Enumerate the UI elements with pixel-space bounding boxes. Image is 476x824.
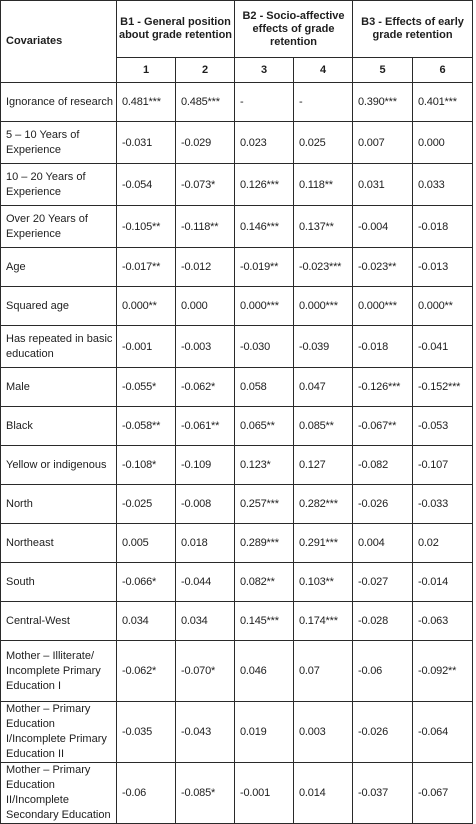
table-cell: 0.257*** [235, 485, 294, 524]
table-cell: 0.014 [294, 763, 353, 824]
row-label: Male [1, 368, 117, 407]
table-cell: 0.401*** [413, 83, 473, 122]
table-cell: -0.028 [353, 602, 413, 641]
row-label: Squared age [1, 287, 117, 326]
table-row [1, 248, 473, 287]
row-label: 5 – 10 Years of Experience [1, 122, 117, 164]
table-cell: -0.012 [176, 248, 235, 287]
table-cell: 0.000 [413, 122, 473, 164]
table-cell: -0.026 [353, 485, 413, 524]
table-cell: -0.027 [353, 563, 413, 602]
table-cell: 0.282*** [294, 485, 353, 524]
table-cell: 0.000** [117, 287, 176, 326]
table-cell: -0.06 [117, 763, 176, 824]
table-cell: -0.092** [413, 641, 473, 702]
row-label: Age [1, 248, 117, 287]
table-row [1, 368, 473, 407]
table-cell: -0.001 [117, 326, 176, 368]
table-cell: -0.053 [413, 407, 473, 446]
row-label: 10 – 20 Years of Experience [1, 164, 117, 206]
table-cell: -0.017** [117, 248, 176, 287]
table-cell: 0.103** [294, 563, 353, 602]
table-cell: 0.000** [413, 287, 473, 326]
table-cell: 0.146*** [235, 206, 294, 248]
column-header: 3 [235, 58, 294, 83]
table-cell: -0.030 [235, 326, 294, 368]
table-cell: 0.065** [235, 407, 294, 446]
table-cell: 0.291*** [294, 524, 353, 563]
table-cell: 0.018 [176, 524, 235, 563]
table-cell: 0.025 [294, 122, 353, 164]
table-cell: -0.054 [117, 164, 176, 206]
header-row-groups [1, 1, 473, 58]
table-cell: -0.107 [413, 446, 473, 485]
row-label: Ignorance of research [1, 83, 117, 122]
table-cell: -0.073* [176, 164, 235, 206]
table-row [1, 524, 473, 563]
row-label: Black [1, 407, 117, 446]
table-row [1, 326, 473, 368]
table-cell: 0.000*** [294, 287, 353, 326]
column-header: 2 [176, 58, 235, 83]
table-cell: 0.082** [235, 563, 294, 602]
table-cell: 0.034 [176, 602, 235, 641]
table-cell: -0.014 [413, 563, 473, 602]
table-cell: 0.047 [294, 368, 353, 407]
table-cell: 0.123* [235, 446, 294, 485]
table-row [1, 702, 473, 763]
group-header-b1: B1 - General position about grade retention [117, 1, 235, 58]
table-cell: -0.008 [176, 485, 235, 524]
table-cell: 0.145*** [235, 602, 294, 641]
table-cell: - [294, 83, 353, 122]
table-cell: -0.025 [117, 485, 176, 524]
table-cell: -0.029 [176, 122, 235, 164]
table-cell: -0.064 [413, 702, 473, 763]
table-row [1, 122, 473, 164]
table-cell: 0.005 [117, 524, 176, 563]
table-row [1, 485, 473, 524]
table-cell: -0.031 [117, 122, 176, 164]
table-cell: -0.062* [176, 368, 235, 407]
covariates-header: Covariates [1, 1, 117, 83]
table-cell: -0.062* [117, 641, 176, 702]
group-header-b3: B3 - Effects of early grade retention [353, 1, 473, 58]
row-label: Mother – Illiterate/ Incomplete Primary Education I [1, 641, 117, 702]
table-cell: 0.174*** [294, 602, 353, 641]
row-label: Has repeated in basic education [1, 326, 117, 368]
table-cell: -0.026 [353, 702, 413, 763]
table-row [1, 407, 473, 446]
table-cell: 0.118** [294, 164, 353, 206]
table-cell: 0.023 [235, 122, 294, 164]
row-label: Mother – Primary Education II/Incomplete Secondary Education [1, 763, 117, 824]
row-label: Over 20 Years of Experience [1, 206, 117, 248]
table-cell: -0.058** [117, 407, 176, 446]
table-cell: -0.061** [176, 407, 235, 446]
table-cell: -0.109 [176, 446, 235, 485]
table-cell: 0.127 [294, 446, 353, 485]
column-header: 1 [117, 58, 176, 83]
table-cell: 0.000*** [235, 287, 294, 326]
table-cell: 0.031 [353, 164, 413, 206]
table-cell: -0.085* [176, 763, 235, 824]
row-label: Central-West [1, 602, 117, 641]
table-cell: -0.06 [353, 641, 413, 702]
column-header: 4 [294, 58, 353, 83]
table-cell: -0.019** [235, 248, 294, 287]
table-cell: -0.013 [413, 248, 473, 287]
table-cell: -0.023*** [294, 248, 353, 287]
table-cell: -0.023** [353, 248, 413, 287]
table-cell: -0.067** [353, 407, 413, 446]
table-cell: -0.004 [353, 206, 413, 248]
table-cell: 0.07 [294, 641, 353, 702]
table-body [1, 83, 473, 824]
table-cell: -0.108* [117, 446, 176, 485]
row-label: South [1, 563, 117, 602]
table-row [1, 164, 473, 206]
table-cell: 0.004 [353, 524, 413, 563]
table-cell: -0.033 [413, 485, 473, 524]
row-label: North [1, 485, 117, 524]
group-header-b2: B2 - Socio-affective effects of grade retention [235, 1, 353, 58]
column-header: 6 [413, 58, 473, 83]
table-cell: - [235, 83, 294, 122]
table-cell: -0.118** [176, 206, 235, 248]
table-cell: 0.000*** [353, 287, 413, 326]
table-cell: 0.003 [294, 702, 353, 763]
table-cell: 0.137** [294, 206, 353, 248]
table-cell: -0.044 [176, 563, 235, 602]
row-label: Yellow or indigenous [1, 446, 117, 485]
table-row [1, 206, 473, 248]
table-cell: 0.019 [235, 702, 294, 763]
table-cell: 0.481*** [117, 83, 176, 122]
table-cell: 0.485*** [176, 83, 235, 122]
table-cell: -0.067 [413, 763, 473, 824]
table-cell: -0.082 [353, 446, 413, 485]
table-cell: -0.070* [176, 641, 235, 702]
table-cell: 0.126*** [235, 164, 294, 206]
table-cell: 0.046 [235, 641, 294, 702]
table-cell: -0.152*** [413, 368, 473, 407]
table-cell: 0.02 [413, 524, 473, 563]
table-row [1, 446, 473, 485]
table-cell: -0.037 [353, 763, 413, 824]
table-row [1, 763, 473, 824]
table-cell: -0.035 [117, 702, 176, 763]
table-cell: -0.018 [353, 326, 413, 368]
table-cell: -0.003 [176, 326, 235, 368]
table-row [1, 83, 473, 122]
column-header: 5 [353, 58, 413, 83]
table-cell: -0.126*** [353, 368, 413, 407]
table-cell: 0.289*** [235, 524, 294, 563]
table-cell: -0.018 [413, 206, 473, 248]
table-cell: -0.066* [117, 563, 176, 602]
row-label: Northeast [1, 524, 117, 563]
table-cell: 0.034 [117, 602, 176, 641]
row-label: Mother – Primary Education I/Incomplete Primary Education II [1, 702, 117, 763]
table-cell: -0.041 [413, 326, 473, 368]
table-cell: 0.033 [413, 164, 473, 206]
table-row [1, 641, 473, 702]
table-row [1, 287, 473, 326]
table-cell: -0.105** [117, 206, 176, 248]
table-row [1, 563, 473, 602]
table-cell: 0.007 [353, 122, 413, 164]
table-cell: -0.043 [176, 702, 235, 763]
table-cell: 0.000 [176, 287, 235, 326]
table-cell: -0.039 [294, 326, 353, 368]
table-cell: 0.390*** [353, 83, 413, 122]
table-row [1, 602, 473, 641]
table-cell: 0.058 [235, 368, 294, 407]
table-cell: 0.085** [294, 407, 353, 446]
table-cell: -0.055* [117, 368, 176, 407]
table-cell: -0.063 [413, 602, 473, 641]
table-cell: -0.001 [235, 763, 294, 824]
